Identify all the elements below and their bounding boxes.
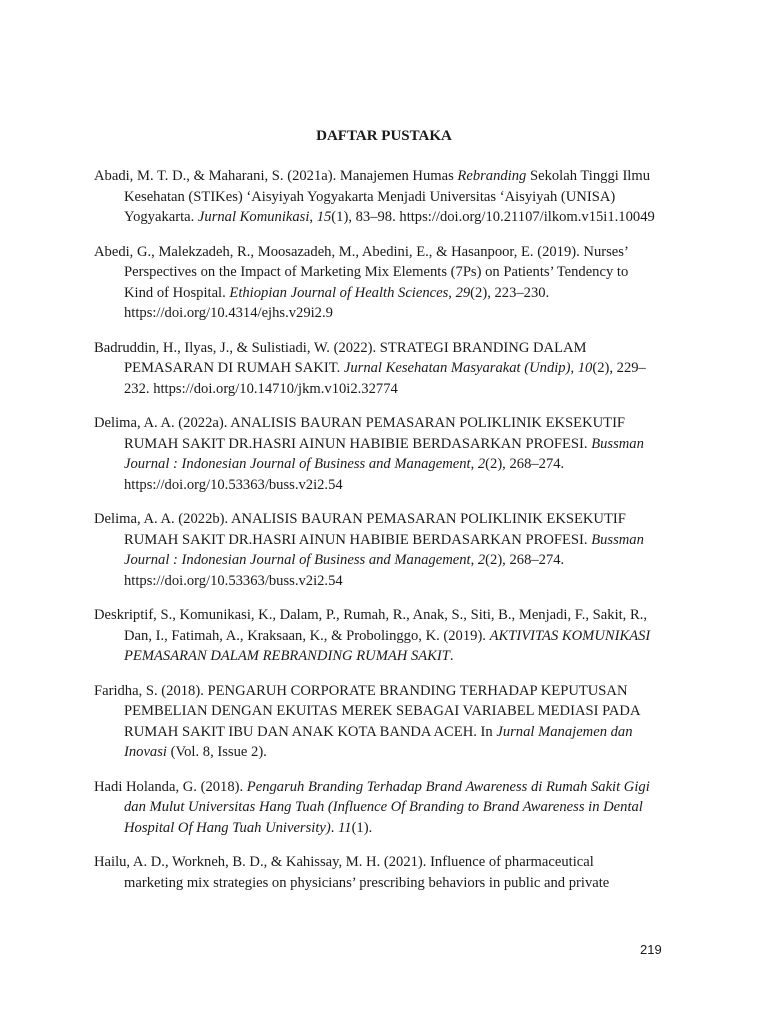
ref-text: .: [330, 819, 339, 836]
reference-entry: [94, 509, 656, 591]
ref-text: (2), 229–232. https://doi.org/10.14710/jkm.v10i2.32774: [124, 360, 646, 397]
ref-italic: 10: [577, 360, 593, 376]
ref-text: Badruddin, H., Ilyas, J., & Sulistiadi, W. (2022). STRATEGI BRANDING DALAM PEMASARAN DI RUMAH SAKIT.: [94, 339, 587, 376]
reference-entry: [94, 852, 656, 893]
reference-entry: [94, 166, 656, 228]
ref-text: (2), 223–230. https://doi.org/10.4314/ejhs.v29i2.9: [124, 284, 550, 321]
page-title: DAFTAR PUSTAKA: [316, 128, 452, 144]
reference-list: [94, 166, 656, 907]
ref-italic: Pengaruh Branding Terhadap Brand Awareness di Rumah Sakit Gigi dan Mulut Universitas Hang Tuah (Influence Of Branding to Brand Awareness in Dental Hospital Of Hang Tuah University): [124, 778, 650, 836]
ref-text: Sekolah Tinggi Ilmu Kesehatan (STIKes) ‘Aisyiyah Yogyakarta Menjadi Universitas ‘Aisyiyah (UNISA) Yogyakarta.: [124, 168, 651, 225]
ref-text: (1), 83–98. https://doi.org/10.21107/ilkom.v15i1.10049: [331, 209, 655, 225]
ref-italic: Jurnal Komunikasi: [197, 209, 310, 225]
ref-text: Delima, A. A. (2022b). ANALISIS BAURAN PEMASARAN POLIKLINIK EKSEKUTIF RUMAH SAKIT DR.HASRI AINUN HABIBIE BERDASARKAN PROFESI.: [94, 511, 626, 548]
ref-italic: Bussman Journal : Indonesian Journal of Business and Management: [124, 531, 644, 568]
ref-text: Faridha, S. (2018). PENGARUH CORPORATE BRANDING TERHADAP KEPUTUSAN PEMBELIAN DENGAN EKUITAS MEREK SEBAGAI VARIABEL MEDIASI PADA RUMAH SAKIT IBU DAN ANAK KOTA BANDA ACEH. In: [94, 682, 640, 740]
ref-text: Abadi, M. T. D., & Maharani, S. (2021a). Manajemen Humas: [94, 168, 458, 184]
ref-italic: Bussman Journal : Indonesian Journal of Business and Management: [124, 435, 644, 472]
ref-text: ,: [570, 360, 578, 376]
ref-italic: 15: [316, 209, 332, 225]
ref-italic: AKTIVITAS KOMUNIKASI PEMASARAN DALAM REBRANDING RUMAH SAKIT: [124, 627, 651, 664]
ref-text: (2), 268–274. https://doi.org/10.53363/buss.v2i2.54: [124, 552, 565, 589]
ref-text: .: [449, 648, 454, 664]
page-number: 219: [640, 942, 662, 957]
ref-italic: Ethiopian Journal of Health Sciences: [229, 284, 449, 301]
ref-text: ,: [470, 456, 478, 472]
ref-text: Deskriptif, S., Komunikasi, K., Dalam, P., Rumah, R., Anak, S., Siti, B., Menjadi, F., Sakit, R., Dan, I., Fatimah, A., Kraksaan, K., & Probolinggo, K. (2019).: [94, 607, 648, 644]
ref-text: ,: [309, 209, 317, 225]
ref-text: (Vol. 8, Issue 2).: [166, 744, 267, 760]
reference-entry: [94, 242, 656, 324]
ref-italic: 29: [455, 284, 471, 301]
ref-text: (1).: [351, 819, 373, 836]
ref-text: Hailu, A. D., Workneh, B. D., & Kahissay, M. H. (2021). Influence of pharmaceutical marketing mix strategies on physicians’ prescribing behaviors in public and private: [94, 854, 610, 891]
reference-entry: [94, 777, 656, 839]
reference-entry: [94, 605, 656, 667]
ref-italic: Jurnal Manajemen dan Inovasi: [124, 723, 633, 760]
reference-entry: [94, 338, 656, 400]
reference-entry: [94, 413, 656, 495]
ref-text: Hadi Holanda, G. (2018).: [94, 778, 247, 795]
ref-text: Delima, A. A. (2022a). ANALISIS BAURAN PEMASARAN POLIKLINIK EKSEKUTIF RUMAH SAKIT DR.HASRI AINUN HABIBIE BERDASARKAN PROFESI.: [94, 415, 626, 452]
ref-text: Abedi, G., Malekzadeh, R., Moosazadeh, M., Abedini, E., & Hasanpoor, E. (2019). Nurses’ Perspectives on the Impact of Marketing Mix Elements (7Ps) on Patients’ Tendency to Kind of Hospital.: [94, 243, 629, 301]
ref-italic: 2: [477, 552, 486, 568]
ref-text: ,: [448, 284, 456, 301]
ref-text: (2), 268–274. https://doi.org/10.53363/buss.v2i2.54: [124, 456, 565, 493]
ref-italic: Rebranding: [457, 168, 527, 184]
reference-entry: [94, 681, 656, 763]
ref-text: ,: [470, 552, 478, 568]
ref-italic: Jurnal Kesehatan Masyarakat (Undip): [343, 360, 571, 376]
ref-italic: 11: [338, 819, 352, 836]
ref-italic: 2: [477, 456, 486, 472]
